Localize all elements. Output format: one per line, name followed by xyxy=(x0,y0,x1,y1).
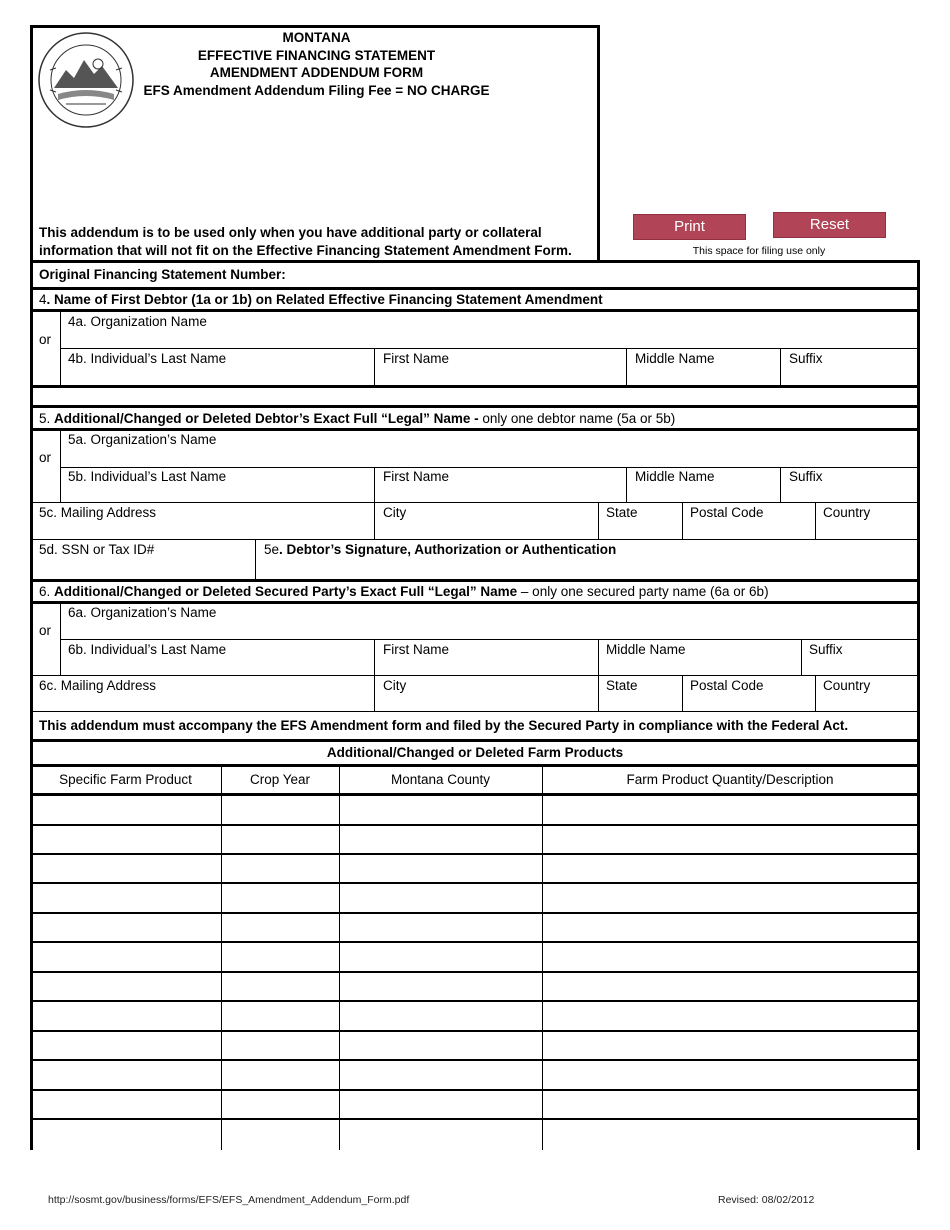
form-left-border xyxy=(30,260,33,1150)
section6-heading xyxy=(39,584,769,600)
section5-city-label: City xyxy=(383,505,407,520)
section5-country-label: Country xyxy=(823,505,871,520)
section6-or: or xyxy=(39,623,52,638)
farm-row-line xyxy=(30,941,920,943)
header-box-left xyxy=(30,25,33,262)
section6-last-label: 6b. Individual’s Last Name xyxy=(68,642,227,657)
farm-row-line xyxy=(30,1000,920,1002)
farm-row-line xyxy=(30,912,920,914)
section6-postal-label: Postal Code xyxy=(690,678,764,693)
section4-org-field[interactable] xyxy=(62,312,916,348)
intro-line1: This addendum is to be used only when you have additional party or collateral xyxy=(39,225,542,240)
farm-col-year: Crop Year xyxy=(249,772,311,787)
form-top-border xyxy=(30,260,920,263)
section6-mailing-label: 6c. Mailing Address xyxy=(39,678,157,693)
section5-mailing-label: 5c. Mailing Address xyxy=(39,505,157,520)
section5-heading xyxy=(39,411,675,427)
row-line xyxy=(30,405,920,408)
farm-row-line xyxy=(30,1089,920,1091)
section4-suffix-label: Suffix xyxy=(789,351,823,366)
col-line xyxy=(374,503,375,539)
row-line xyxy=(30,502,920,503)
col-line xyxy=(801,640,802,676)
farm-row-line xyxy=(30,1030,920,1032)
reset-button[interactable]: Reset xyxy=(773,212,886,238)
row-line xyxy=(30,385,920,388)
footer-url: http://sosmt.gov/business/forms/EFS/EFS_Amendment_Addendum_Form.pdf xyxy=(48,1194,410,1206)
col-line xyxy=(682,676,683,712)
col-line xyxy=(598,676,599,712)
footer-revised: Revised: 08/02/2012 xyxy=(718,1194,815,1206)
section4-middle-label: Middle Name xyxy=(635,351,715,366)
col-line xyxy=(374,467,375,503)
section5-org-field[interactable] xyxy=(62,431,916,467)
farm-row-line xyxy=(30,882,920,884)
section6-org-field[interactable] xyxy=(62,604,916,640)
section5-middle-label: Middle Name xyxy=(635,469,715,484)
row-line xyxy=(30,793,920,796)
section5-sig-title: . Debtor’s Signature, Authorization or Authentication xyxy=(279,542,617,557)
section6-org-label: 6a. Organization’s Name xyxy=(68,605,217,620)
col-line xyxy=(780,467,781,503)
row-line xyxy=(30,675,920,676)
state-title: MONTANA xyxy=(282,30,351,45)
row-line xyxy=(60,348,920,349)
section5-or: or xyxy=(39,450,52,465)
section6-middle-label: Middle Name xyxy=(606,642,686,657)
section6-country-label: Country xyxy=(823,678,871,693)
col-line xyxy=(598,503,599,539)
section5-first-label: First Name xyxy=(383,469,450,484)
col-line xyxy=(598,640,599,676)
section6-suffix-label: Suffix xyxy=(809,642,843,657)
original-number-label: Original Financing Statement Number: xyxy=(39,267,286,282)
col-line xyxy=(815,676,816,712)
col-line xyxy=(626,467,627,503)
print-button[interactable]: Print xyxy=(633,214,746,240)
row-line xyxy=(30,764,920,767)
section4-title: . Name of First Debtor (1a or 1b) on Related Effective Financing Statement Amendment xyxy=(46,292,603,307)
section4-last-label: 4b. Individual’s Last Name xyxy=(68,351,227,366)
notice-text: This addendum must accompany the EFS Amendment form and filed by the Secured Party in compliance with the Federal Act. xyxy=(39,718,849,733)
col-line xyxy=(682,503,683,539)
section5-last-label: 5b. Individual’s Last Name xyxy=(68,469,227,484)
section6-city-label: City xyxy=(383,678,407,693)
section4-or: or xyxy=(39,332,52,347)
farm-col-product: Specific Farm Product xyxy=(59,772,192,787)
row-line xyxy=(30,539,920,540)
form-title-line1: EFFECTIVE FINANCING STATEMENT xyxy=(197,48,436,63)
section6-note: – only one secured party name (6a or 6b) xyxy=(520,584,769,599)
section4-first-label: First Name xyxy=(383,351,450,366)
farm-row-line xyxy=(30,853,920,855)
section5-note: only one debtor name (5a or 5b) xyxy=(482,411,676,426)
section6-first-label: First Name xyxy=(383,642,450,657)
row-line xyxy=(30,739,920,742)
col-line xyxy=(374,640,375,676)
section5-postal-label: Postal Code xyxy=(690,505,764,520)
section5-ssn-label: 5d. SSN or Tax ID# xyxy=(39,542,155,557)
row-line xyxy=(30,579,920,582)
section5-state-label: State xyxy=(606,505,638,520)
farm-col-description: Farm Product Quantity/Description xyxy=(626,772,834,787)
farm-row-line xyxy=(30,1059,920,1061)
section6-state-label: State xyxy=(606,678,638,693)
farm-row-line xyxy=(30,1118,920,1120)
section5-suffix-label: Suffix xyxy=(789,469,823,484)
row-line xyxy=(30,287,920,290)
farm-title: Additional/Changed or Deleted Farm Products xyxy=(326,745,624,760)
farm-row-line xyxy=(30,824,920,826)
farm-row-line xyxy=(30,971,920,973)
original-number-field[interactable] xyxy=(300,264,912,286)
row-line xyxy=(30,711,920,712)
section5-sig-num: 5e xyxy=(264,542,280,557)
col-line xyxy=(626,348,627,386)
col-line xyxy=(255,540,256,580)
section6-title: Additional/Changed or Deleted Secured Party’s Exact Full “Legal” Name xyxy=(54,584,518,599)
intro-line2: information that will not fit on the Effective Financing Statement Amendment Form. xyxy=(39,243,572,258)
section4-org-label: 4a. Organization Name xyxy=(68,314,207,329)
section4-num: 4 xyxy=(39,292,47,307)
col-line xyxy=(374,348,375,386)
farm-col-county: Montana County xyxy=(390,772,491,787)
filing-fee: EFS Amendment Addendum Filing Fee = NO CHARGE xyxy=(143,83,490,98)
form-title-line2: AMENDMENT ADDENDUM FORM xyxy=(209,65,424,80)
header-box-top xyxy=(30,25,600,28)
section5-title: Additional/Changed or Deleted Debtor’s Exact Full “Legal” Name - xyxy=(54,411,479,426)
section4-heading xyxy=(39,292,603,308)
section6-num: 6. xyxy=(39,584,51,599)
col-line xyxy=(374,676,375,712)
section5-org-label: 5a. Organization’s Name xyxy=(68,432,217,447)
filing-space-note: This space for filing use only xyxy=(692,245,826,257)
section5-signature-label xyxy=(264,542,616,558)
row-line xyxy=(60,639,920,640)
row-line xyxy=(60,467,920,468)
section5-num: 5. xyxy=(39,411,51,426)
form-right-border xyxy=(917,260,920,1150)
col-line xyxy=(780,348,781,386)
col-line xyxy=(815,503,816,539)
